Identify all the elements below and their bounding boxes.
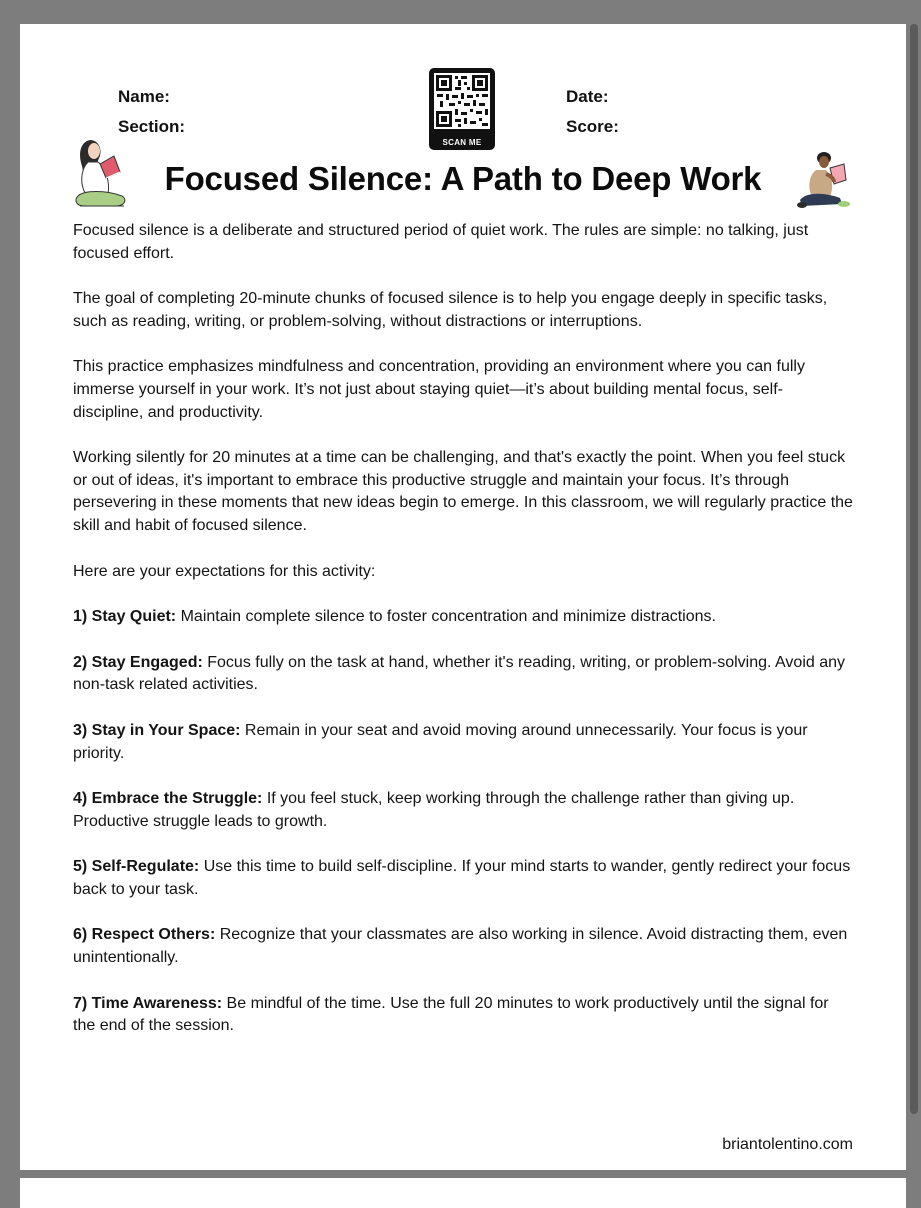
expectations-intro: Here are your expectations for this activity: — [73, 562, 376, 580]
rule-item — [73, 652, 853, 697]
qr-caption: SCAN ME — [442, 138, 482, 147]
qr-code[interactable] — [429, 68, 495, 150]
intro-paragraph-1: Focused silence is a deliberate and structured period of quiet work. The rules are simple: no talking, just focused effort. — [73, 222, 809, 262]
rule-item — [73, 788, 853, 833]
rule-text: Use this time to build self-discipline. If your mind starts to wander, gently redirect your focus back to your task. — [73, 858, 851, 898]
rule-label: 1) Stay Quiet: — [73, 608, 177, 626]
rule-item — [73, 993, 853, 1038]
rule-label: 4) Embrace the Struggle: — [73, 790, 263, 808]
name-label: Name: — [118, 87, 170, 106]
rule-text: Recognize that your classmates are also working in silence. Avoid distracting them, even unintentionally. — [73, 926, 848, 967]
intro-paragraph-3: This practice emphasizes mindfulness and concentration, providing an environment where you can fully immerse yourself in your work. It’s not just about staying quiet—it’s about building mental focus, self-discipline, and productivity. — [73, 358, 805, 421]
rule-label: 7) Time Awareness: — [73, 994, 223, 1012]
section-label: Section: — [118, 117, 186, 136]
rule-text: Focus fully on the task at hand, whether it's reading, writing, or problem-solving. Avoid any non-task related activities. — [73, 653, 846, 694]
intro-paragraph-2: The goal of completing 20-minute chunks of focused silence is to help you engage deeply in specific tasks, such as reading, writing, or problem-solving, without distractions or interruptions. — [73, 290, 828, 330]
rule-label: 3) Stay in Your Space: — [73, 721, 241, 739]
next-page-edge — [20, 1178, 906, 1208]
rule-label: 6) Respect Others: — [73, 926, 216, 944]
rule-text: If you feel stuck, keep working through the challenge rather than giving up. Productive struggle leads to growth. — [73, 790, 795, 830]
rule-item — [73, 924, 853, 969]
rule-text: Maintain complete silence to foster concentration and minimize distractions. — [176, 608, 716, 626]
worksheet-page — [20, 24, 906, 1170]
rule-item — [73, 606, 853, 629]
score-label: Score: — [566, 117, 619, 136]
page-title: Focused Silence: A Path to Deep Work — [164, 160, 762, 197]
worksheet-body — [73, 220, 853, 1061]
scrollbar[interactable] — [910, 24, 918, 1114]
date-label: Date: — [566, 87, 609, 106]
qr-code-icon — [434, 73, 490, 129]
intro-paragraph-4: Working silently for 20 minutes at a time can be challenging, and that's exactly the point. When you feel stuck or out of ideas, it's important to embrace this productive struggle and maintain your focus. It’s through persevering in these moments that new ideas begin to emerge. In this classroom, we will regularly practice the skill and habit of focused silence. — [73, 449, 853, 534]
rule-label: 2) Stay Engaged: — [73, 653, 203, 671]
rule-text: Be mindful of the time. Use the full 20 minutes to work productively until the signal for the end of the session. — [73, 994, 829, 1035]
rule-item — [73, 720, 853, 765]
rule-text: Remain in your seat and avoid moving around unnecessarily. Your focus is your priority. — [73, 721, 808, 762]
rule-item — [73, 856, 853, 901]
rule-label: 5) Self-Regulate: — [73, 858, 200, 876]
footer-website[interactable]: briantolentino.com — [722, 1136, 853, 1153]
